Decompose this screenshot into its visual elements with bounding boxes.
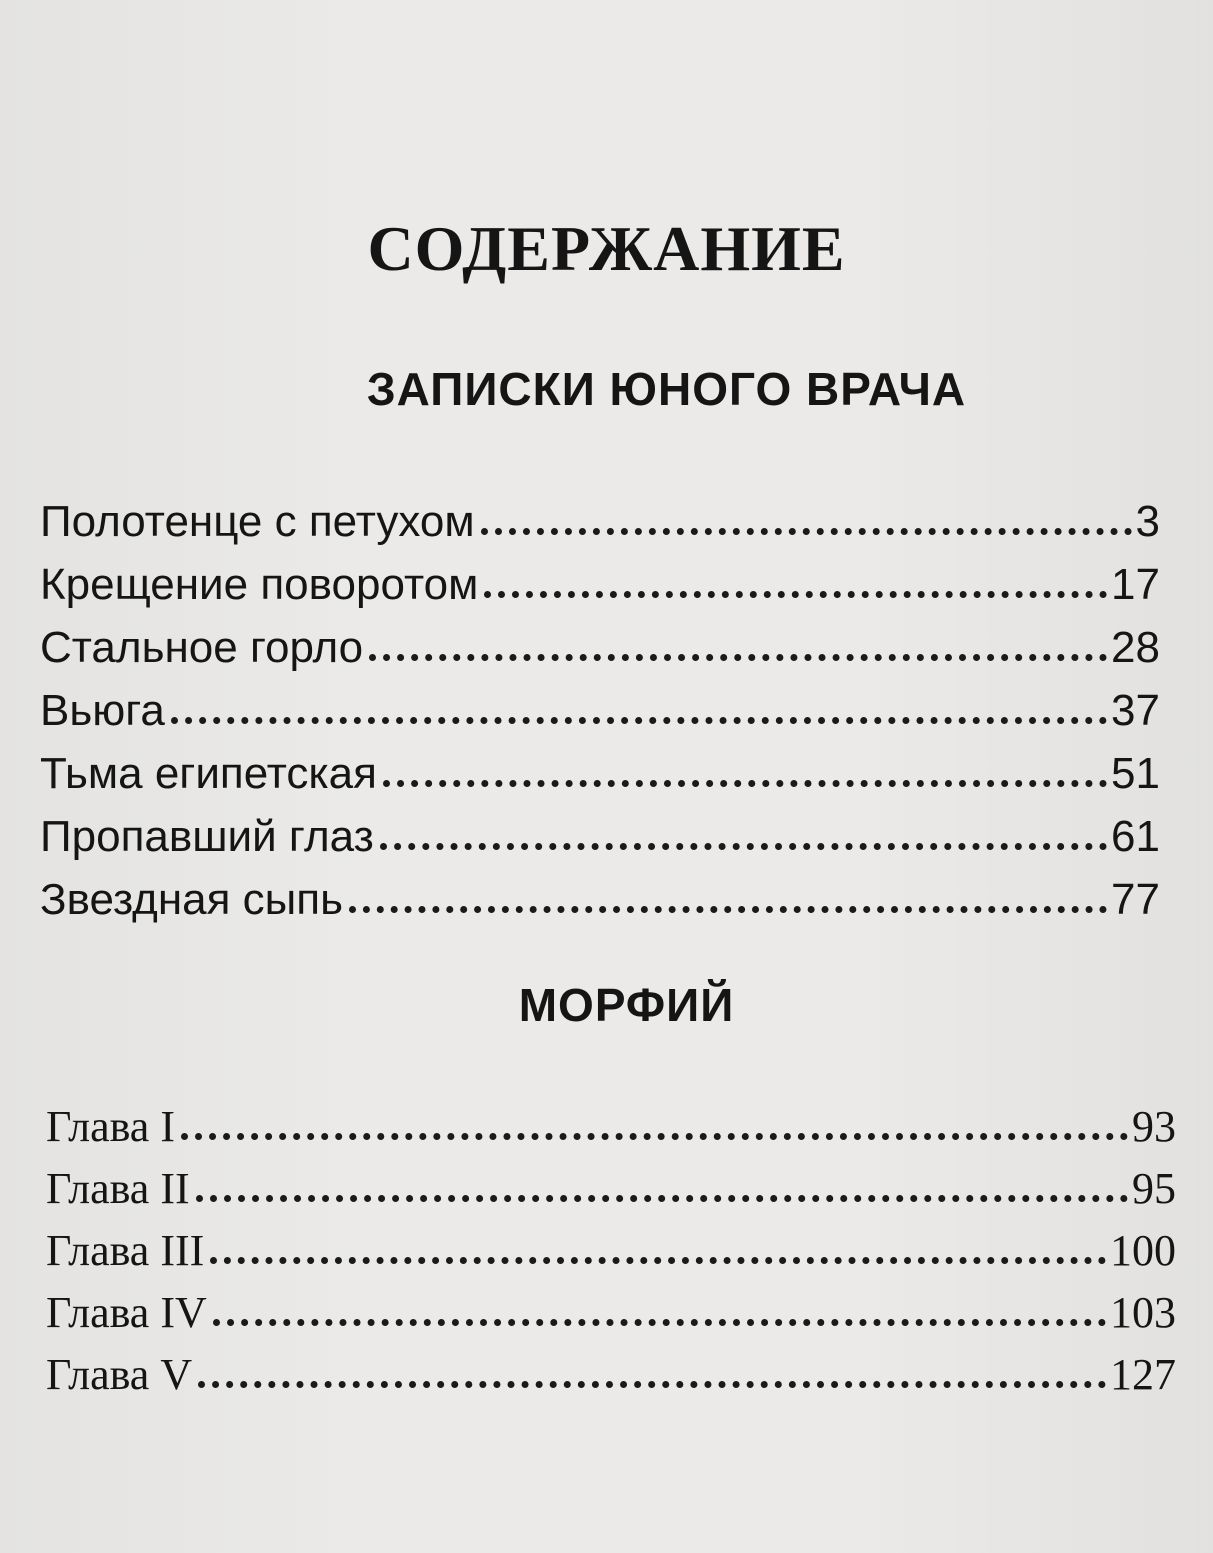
toc-entry-title: Звездная сыпь (40, 875, 344, 924)
toc-entry-page: 77 (1111, 875, 1160, 924)
toc-entry-page: 93 (1132, 1102, 1176, 1151)
toc-entry[interactable] (46, 1152, 1176, 1214)
toc-entry-page: 95 (1132, 1164, 1176, 1213)
section-heading-zapiski: ЗАПИСКИ ЮНОГО ВРАЧА (366, 363, 967, 415)
toc-entry-page: 28 (1111, 623, 1160, 672)
toc-entry-page: 17 (1111, 560, 1160, 609)
toc-entry-title: Стальное горло (40, 623, 364, 672)
toc-entry-title: Полотенце с петухом (40, 497, 475, 546)
toc-entry[interactable] (46, 1276, 1176, 1338)
toc-entry[interactable] (40, 484, 1160, 547)
dot-leader (181, 1133, 1128, 1140)
toc-entry[interactable] (40, 799, 1160, 862)
toc-entry-title: Пропавший глаз (40, 812, 374, 861)
toc-list-morfiy (46, 1090, 1176, 1400)
dot-leader (484, 591, 1107, 598)
dot-leader (213, 1319, 1106, 1326)
dot-leader (481, 528, 1132, 535)
toc-entry-page: 100 (1110, 1226, 1176, 1275)
toc-entry[interactable] (40, 673, 1160, 736)
toc-entry[interactable] (40, 610, 1160, 673)
dot-leader (210, 1257, 1106, 1264)
toc-entry[interactable] (46, 1090, 1176, 1152)
toc-entry-title: Крещение поворотом (40, 560, 479, 609)
toc-entry-page: 3 (1135, 497, 1160, 546)
toc-entry[interactable] (46, 1338, 1176, 1400)
section-heading-morfiy: МОРФИЙ (518, 979, 735, 1031)
toc-entry[interactable] (40, 862, 1160, 925)
dot-leader (380, 843, 1107, 850)
toc-entry[interactable] (40, 736, 1160, 799)
toc-entry[interactable] (40, 547, 1160, 610)
toc-entry-page: 51 (1111, 749, 1160, 798)
dot-leader (196, 1195, 1128, 1202)
toc-entry-title: Тьма египетская (40, 749, 377, 798)
dot-leader (349, 906, 1107, 913)
toc-entry-page: 127 (1110, 1350, 1176, 1399)
toc-entry-page: 37 (1111, 686, 1160, 735)
page-title: СОДЕРЖАНИЕ (367, 213, 846, 284)
toc-entry-title: Глава II (46, 1164, 190, 1213)
toc-entry-title: Вьюга (40, 686, 165, 735)
toc-list-zapiski (40, 484, 1160, 925)
dot-leader (171, 717, 1107, 724)
toc-entry-title: Глава IV (46, 1288, 207, 1337)
toc-entry[interactable] (46, 1214, 1176, 1276)
dot-leader (369, 654, 1107, 661)
dot-leader (383, 780, 1107, 787)
toc-entry-title: Глава V (46, 1350, 193, 1399)
dot-leader (198, 1381, 1106, 1388)
toc-entry-page: 61 (1111, 812, 1160, 861)
toc-entry-page: 103 (1110, 1288, 1176, 1337)
toc-entry-title: Глава I (46, 1102, 175, 1151)
toc-entry-title: Глава III (46, 1226, 205, 1275)
